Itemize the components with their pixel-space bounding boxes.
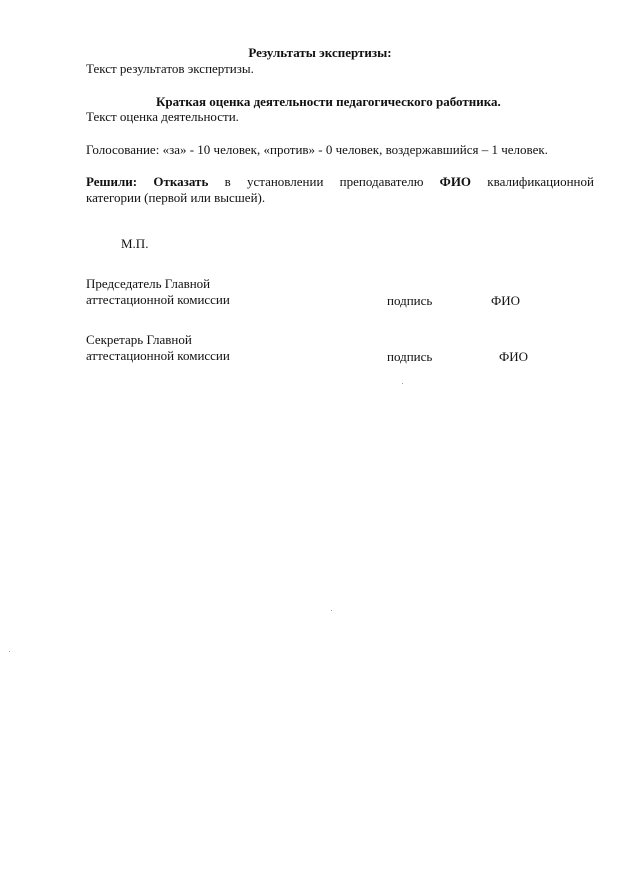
decision-word: квалификационной <box>487 174 594 189</box>
decision-word: в <box>224 174 231 189</box>
chairman-fio: ФИО <box>491 293 521 308</box>
secretary-title-line-1: Секретарь Главной <box>86 332 192 347</box>
stamp-label: М.П. <box>121 236 149 251</box>
voting-text: Голосование: «за» - 10 человек, «против» - 0 человек, воздержавшийся – 1 человек. <box>86 142 548 157</box>
secretary-signature: подпись <box>387 349 433 364</box>
expertise-heading: Результаты экспертизы: <box>248 45 392 60</box>
decision-line-2: категории (первой или высшей). <box>86 190 266 205</box>
scan-speck <box>402 383 403 384</box>
decision-word: установлении <box>246 174 324 189</box>
decision-fio: ФИО <box>439 174 472 189</box>
chairman-title-line-1: Председатель Главной <box>86 276 211 291</box>
assessment-heading: Краткая оценка деятельности педагогического работника. <box>156 94 501 109</box>
chairman-signature: подпись <box>387 293 433 308</box>
expertise-text: Текст результатов экспертизы. <box>86 61 254 76</box>
secretary-fio: ФИО <box>499 349 529 364</box>
scan-speck <box>9 651 10 652</box>
assessment-text: Текст оценка деятельности. <box>86 109 239 124</box>
chairman-title-line-2: аттестационной комиссии <box>86 292 230 307</box>
decision-word: преподавателю <box>339 174 424 189</box>
secretary-title-line-2: аттестационной комиссии <box>86 348 230 363</box>
decision-line-1 <box>86 174 594 190</box>
decision-verdict: Отказать <box>153 174 209 189</box>
scan-speck <box>331 610 332 611</box>
decision-label: Решили: <box>86 174 138 189</box>
